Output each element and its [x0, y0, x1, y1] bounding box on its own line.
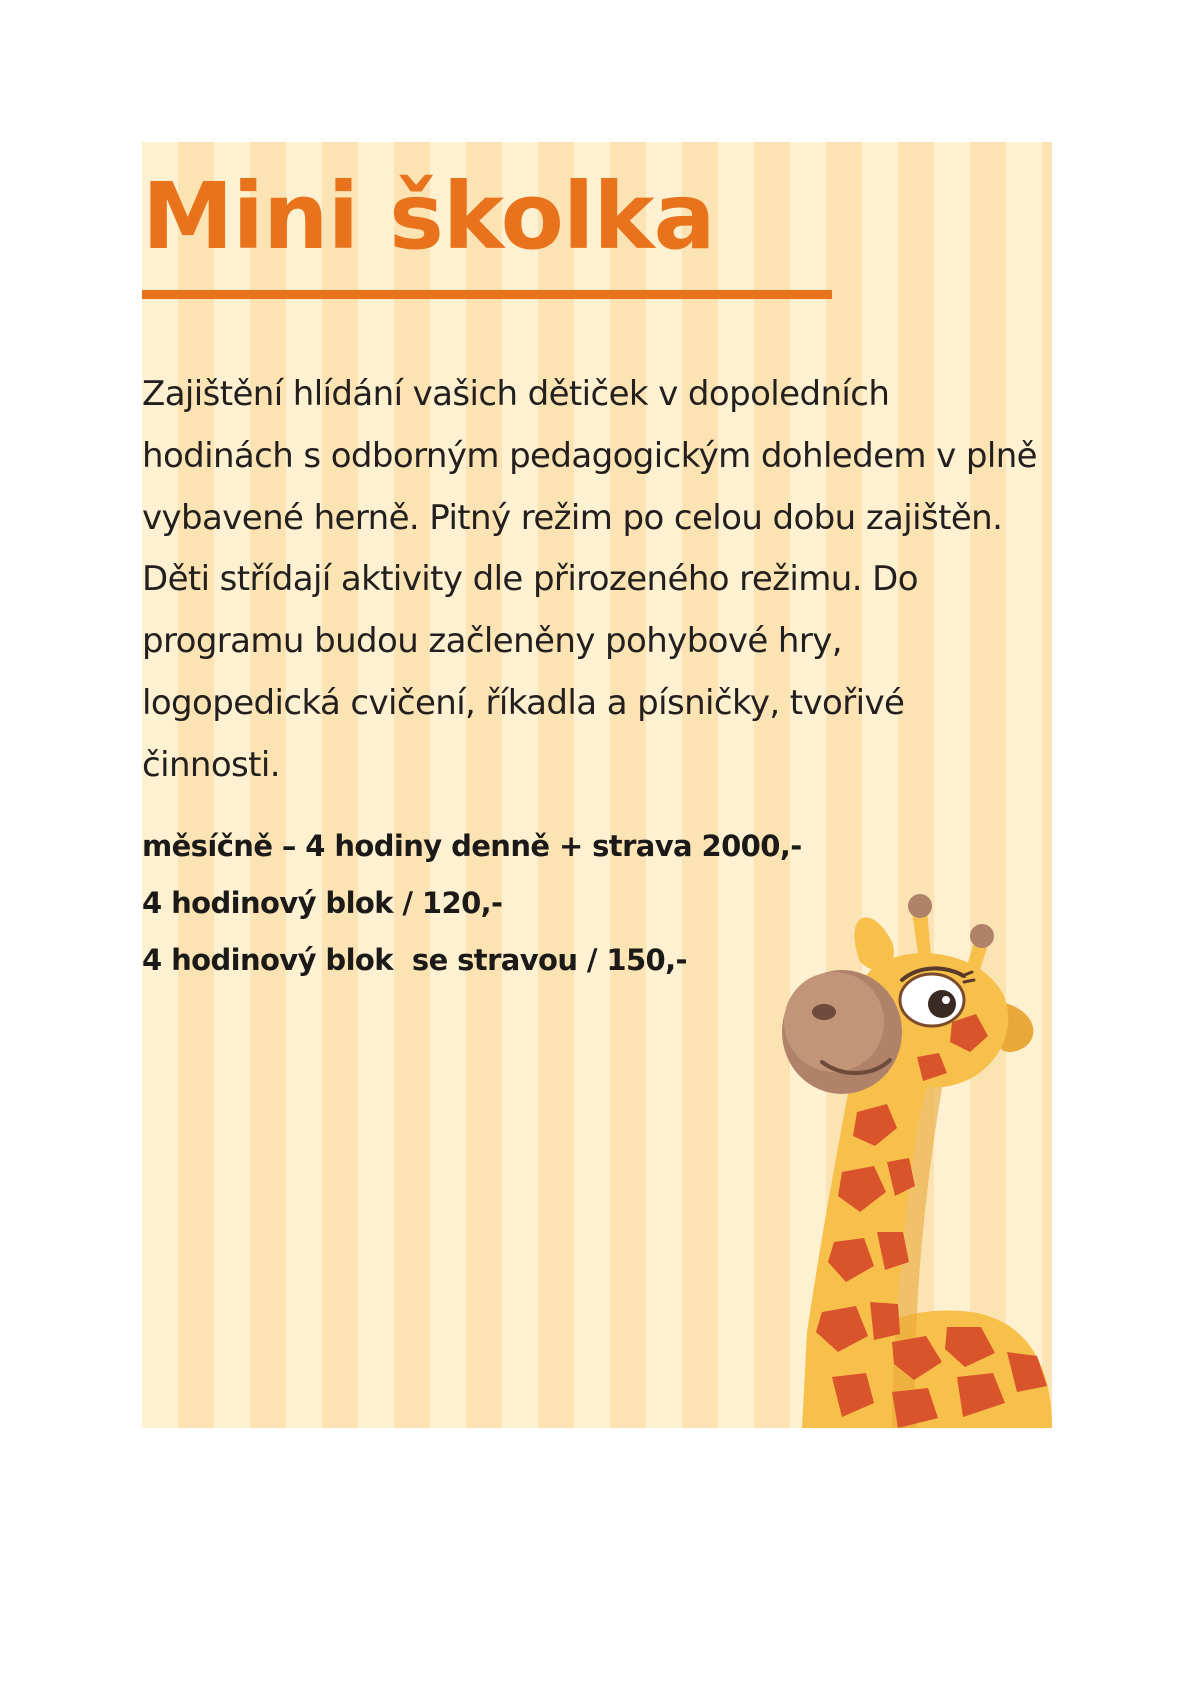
flyer-poster	[142, 142, 1052, 1428]
price-list	[142, 818, 802, 989]
price-item-block: 4 hodinový blok / 120,-	[142, 886, 503, 920]
giraffe-illustration	[742, 872, 1052, 1428]
title-underline	[142, 290, 832, 299]
flyer-description: Zajištění hlídání vašich dětiček v dopoledních hodinách s odborným pedagogickým dohledem v plně vybavené herně. Pitný režim po celou dobu zajištěn. Děti střídají aktivity dle přirozeného režimu. Do programu budou začleněny pohybové hry, logopedická cvičení, říkadla a písničky, tvořivé činnosti.	[142, 374, 1037, 785]
flyer-title: Mini školka	[142, 163, 715, 270]
price-item-monthly: měsíčně – 4 hodiny denně + strava 2000,-	[142, 829, 802, 863]
price-item-block-meal: 4 hodinový blok se stravou / 150,-	[142, 943, 687, 977]
